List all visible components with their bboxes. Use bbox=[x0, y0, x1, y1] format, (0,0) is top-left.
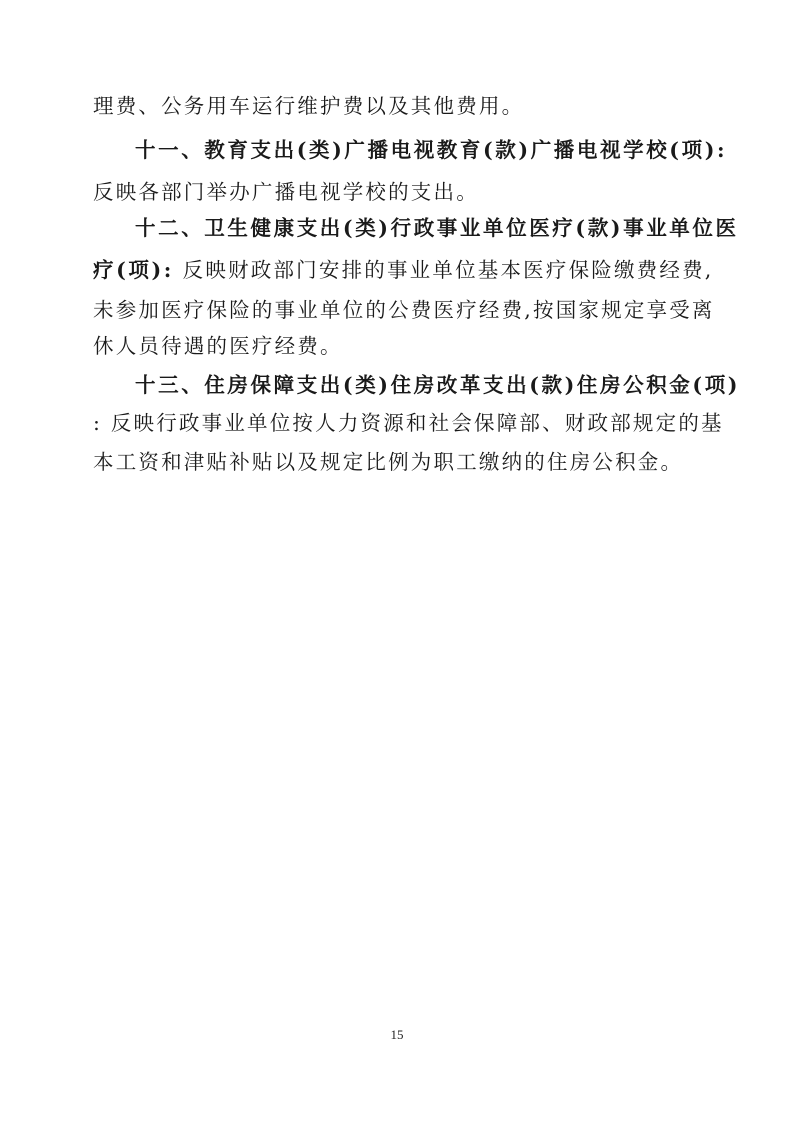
paragraph-line: 理费、公务用车运行维护费以及其他费用。 bbox=[93, 94, 525, 118]
section-heading-11: 十一、教育支出(类)广播电视教育(款)广播电视学校(项): bbox=[135, 138, 728, 162]
paragraph-line: 本工资和津贴补贴以及规定比例为职工缴纳的住房公积金。 bbox=[93, 450, 684, 474]
paragraph-text: 反映财政部门安排的事业单位基本医疗保险缴费经费, bbox=[173, 258, 714, 282]
paragraph-line: 反映各部门举办广播电视学校的支出。 bbox=[93, 180, 479, 204]
section-heading-12-cont: 疗(项): bbox=[93, 258, 174, 282]
paragraph-line: 未参加医疗保险的事业单位的公费医疗经费,按国家规定享受离 bbox=[93, 298, 715, 322]
section-heading-12: 十二、卫生健康支出(类)行政事业单位医疗(款)事业单位医 bbox=[135, 216, 739, 240]
paragraph-line bbox=[93, 255, 714, 285]
paragraph-line: : 反映行政事业单位按人力资源和社会保障部、财政部规定的基 bbox=[93, 411, 724, 435]
page-number: 15 bbox=[390, 1027, 404, 1042]
section-heading-13: 十三、住房保障支出(类)住房改革支出(款)住房公积金(项) bbox=[135, 373, 741, 397]
paragraph-line: 休人员待遇的医疗经费。 bbox=[93, 334, 343, 358]
